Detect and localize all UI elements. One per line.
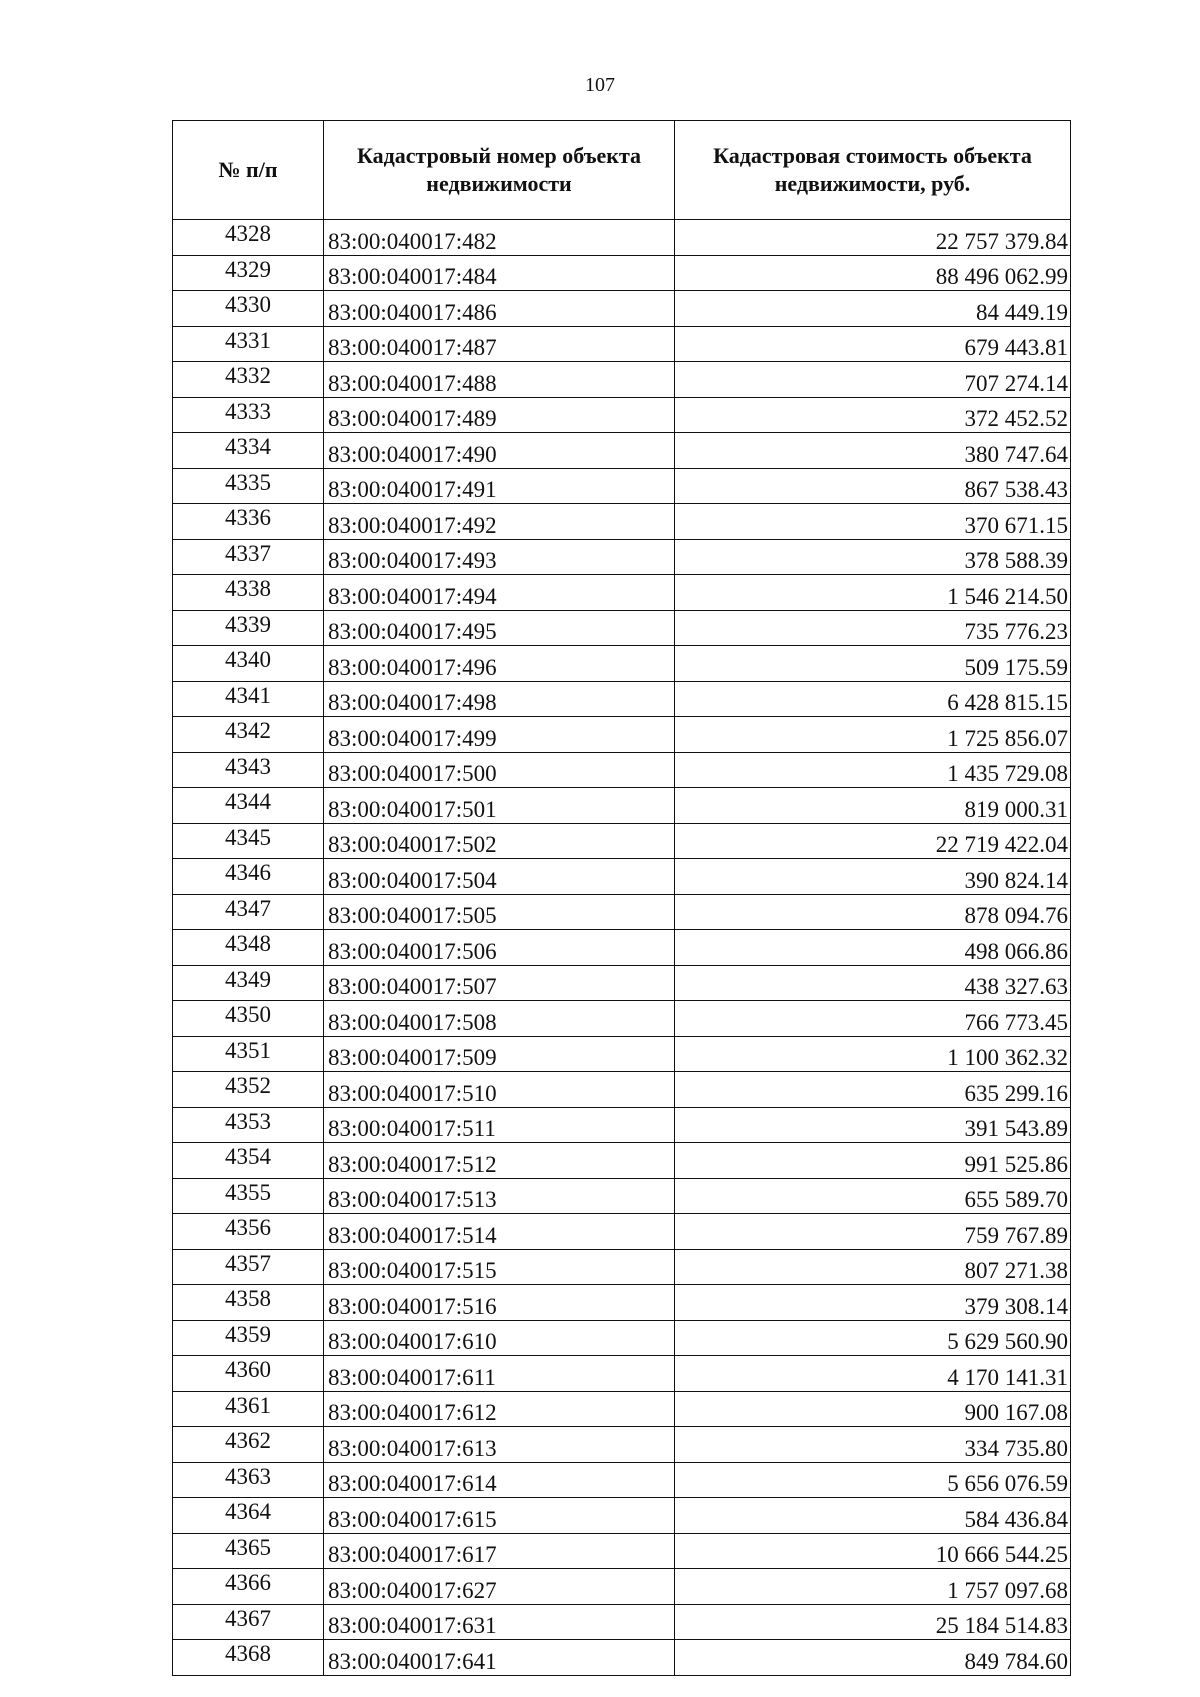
cadastral-value-cell: 759 767.89 (675, 1214, 1071, 1250)
cadastral-number-cell: 83:00:040017:610 (324, 1320, 675, 1356)
table-row (173, 681, 1071, 717)
cadastral-number-cell: 83:00:040017:487 (324, 326, 675, 362)
row-number-cell: 4351 (173, 1036, 324, 1072)
cadastral-value-cell: 378 588.39 (675, 539, 1071, 575)
row-number-cell: 4338 (173, 575, 324, 611)
row-number-cell: 4363 (173, 1462, 324, 1498)
table-row (173, 1391, 1071, 1427)
table-row (173, 1143, 1071, 1179)
cadastral-number-cell: 83:00:040017:498 (324, 681, 675, 717)
table-row (173, 646, 1071, 682)
table-row (173, 859, 1071, 895)
cadastral-number-cell: 83:00:040017:496 (324, 646, 675, 682)
cadastral-number-cell: 83:00:040017:611 (324, 1356, 675, 1392)
row-number-cell: 4346 (173, 859, 324, 895)
cadastral-value-cell: 22 719 422.04 (675, 823, 1071, 859)
cadastral-value-cell: 819 000.31 (675, 788, 1071, 824)
cadastral-value-cell: 991 525.86 (675, 1143, 1071, 1179)
table-row (173, 433, 1071, 469)
table-row (173, 1356, 1071, 1392)
cadastral-number-cell: 83:00:040017:491 (324, 468, 675, 504)
cadastral-value-cell: 438 327.63 (675, 965, 1071, 1001)
row-number-cell: 4356 (173, 1214, 324, 1250)
table-row (173, 1427, 1071, 1463)
cadastral-value-cell: 707 274.14 (675, 362, 1071, 398)
table-row (173, 1072, 1071, 1108)
row-number-cell: 4340 (173, 646, 324, 682)
table-row (173, 788, 1071, 824)
cadastral-number-cell: 83:00:040017:617 (324, 1533, 675, 1569)
table-row (173, 1462, 1071, 1498)
cadastral-value-cell: 498 066.86 (675, 930, 1071, 966)
cadastral-number-cell: 83:00:040017:510 (324, 1072, 675, 1108)
row-number-cell: 4362 (173, 1427, 324, 1463)
row-number-cell: 4343 (173, 752, 324, 788)
cadastral-value-cell: 1 435 729.08 (675, 752, 1071, 788)
page-number: 107 (585, 74, 615, 96)
cadastral-number-cell: 83:00:040017:504 (324, 859, 675, 895)
table-row (173, 894, 1071, 930)
cadastral-value-cell: 372 452.52 (675, 397, 1071, 433)
table-row (173, 1001, 1071, 1037)
cadastral-value-cell: 391 543.89 (675, 1107, 1071, 1143)
table-row (173, 397, 1071, 433)
table-row (173, 1320, 1071, 1356)
row-number-cell: 4335 (173, 468, 324, 504)
cadastral-number-cell: 83:00:040017:499 (324, 717, 675, 753)
cadastral-number-cell: 83:00:040017:489 (324, 397, 675, 433)
row-number-cell: 4348 (173, 930, 324, 966)
row-number-cell: 4352 (173, 1072, 324, 1108)
table-row (173, 752, 1071, 788)
row-number-cell: 4336 (173, 504, 324, 540)
cadastral-number-cell: 83:00:040017:614 (324, 1462, 675, 1498)
row-number-cell: 4353 (173, 1107, 324, 1143)
cadastral-number-cell: 83:00:040017:493 (324, 539, 675, 575)
row-number-cell: 4349 (173, 965, 324, 1001)
header-cadastral-value: Кадастровая стоимость объекта недвижимости, руб. (675, 121, 1071, 220)
cadastral-value-cell: 635 299.16 (675, 1072, 1071, 1108)
cadastral-number-cell: 83:00:040017:501 (324, 788, 675, 824)
cadastral-value-cell: 1 100 362.32 (675, 1036, 1071, 1072)
row-number-cell: 4350 (173, 1001, 324, 1037)
cadastral-value-cell: 679 443.81 (675, 326, 1071, 362)
row-number-cell: 4334 (173, 433, 324, 469)
cadastral-number-cell: 83:00:040017:492 (324, 504, 675, 540)
cadastral-value-cell: 584 436.84 (675, 1498, 1071, 1534)
cadastral-value-cell: 655 589.70 (675, 1178, 1071, 1214)
cadastral-value-cell: 807 271.38 (675, 1249, 1071, 1285)
table-row (173, 1249, 1071, 1285)
cadastral-number-cell: 83:00:040017:488 (324, 362, 675, 398)
table-row (173, 291, 1071, 327)
cadastral-value-cell: 4 170 141.31 (675, 1356, 1071, 1392)
cadastral-value-cell: 849 784.60 (675, 1640, 1071, 1676)
row-number-cell: 4332 (173, 362, 324, 398)
table-row (173, 717, 1071, 753)
table-row (173, 1178, 1071, 1214)
row-number-cell: 4357 (173, 1249, 324, 1285)
row-number-cell: 4354 (173, 1143, 324, 1179)
row-number-cell: 4345 (173, 823, 324, 859)
cadastral-number-cell: 83:00:040017:490 (324, 433, 675, 469)
row-number-cell: 4368 (173, 1640, 324, 1676)
cadastral-value-cell: 390 824.14 (675, 859, 1071, 895)
table-row (173, 1533, 1071, 1569)
table-row (173, 255, 1071, 291)
table-row (173, 1604, 1071, 1640)
row-number-cell: 4355 (173, 1178, 324, 1214)
table-row (173, 823, 1071, 859)
cadastral-number-cell: 83:00:040017:482 (324, 220, 675, 256)
cadastral-value-cell: 334 735.80 (675, 1427, 1071, 1463)
cadastral-value-cell: 380 747.64 (675, 433, 1071, 469)
cadastral-value-cell: 735 776.23 (675, 610, 1071, 646)
cadastral-number-cell: 83:00:040017:494 (324, 575, 675, 611)
row-number-cell: 4331 (173, 326, 324, 362)
table-row (173, 1107, 1071, 1143)
table-row (173, 610, 1071, 646)
row-number-cell: 4344 (173, 788, 324, 824)
cadastral-value-cell: 25 184 514.83 (675, 1604, 1071, 1640)
row-number-cell: 4342 (173, 717, 324, 753)
row-number-cell: 4333 (173, 397, 324, 433)
cadastral-value-cell: 509 175.59 (675, 646, 1071, 682)
cadastral-number-cell: 83:00:040017:486 (324, 291, 675, 327)
cadastral-value-cell: 6 428 815.15 (675, 681, 1071, 717)
cadastral-value-cell: 88 496 062.99 (675, 255, 1071, 291)
cadastral-number-cell: 83:00:040017:514 (324, 1214, 675, 1250)
cadastral-number-cell: 83:00:040017:502 (324, 823, 675, 859)
cadastral-number-cell: 83:00:040017:515 (324, 1249, 675, 1285)
cadastral-value-table (172, 120, 1071, 1676)
cadastral-number-cell: 83:00:040017:631 (324, 1604, 675, 1640)
cadastral-number-cell: 83:00:040017:506 (324, 930, 675, 966)
table-row (173, 504, 1071, 540)
row-number-cell: 4347 (173, 894, 324, 930)
cadastral-number-cell: 83:00:040017:509 (324, 1036, 675, 1072)
cadastral-number-cell: 83:00:040017:615 (324, 1498, 675, 1534)
row-number-cell: 4358 (173, 1285, 324, 1321)
row-number-cell: 4365 (173, 1533, 324, 1569)
row-number-cell: 4367 (173, 1604, 324, 1640)
row-number-cell: 4339 (173, 610, 324, 646)
row-number-cell: 4364 (173, 1498, 324, 1534)
cadastral-number-cell: 83:00:040017:513 (324, 1178, 675, 1214)
table-row (173, 1214, 1071, 1250)
row-number-cell: 4341 (173, 681, 324, 717)
cadastral-number-cell: 83:00:040017:508 (324, 1001, 675, 1037)
row-number-cell: 4337 (173, 539, 324, 575)
table-row (173, 1036, 1071, 1072)
cadastral-number-cell: 83:00:040017:505 (324, 894, 675, 930)
table-body (173, 220, 1071, 1676)
cadastral-value-cell: 1 757 097.68 (675, 1569, 1071, 1605)
table-row (173, 468, 1071, 504)
cadastral-number-cell: 83:00:040017:511 (324, 1107, 675, 1143)
cadastral-number-cell: 83:00:040017:500 (324, 752, 675, 788)
row-number-cell: 4361 (173, 1391, 324, 1427)
cadastral-number-cell: 83:00:040017:507 (324, 965, 675, 1001)
header-cadastral-number: Кадастровый номер объекта недвижимости (324, 121, 675, 220)
row-number-cell: 4330 (173, 291, 324, 327)
table-row (173, 539, 1071, 575)
table-row (173, 326, 1071, 362)
table-row (173, 965, 1071, 1001)
header-num: № п/п (173, 121, 324, 220)
cadastral-value-cell: 84 449.19 (675, 291, 1071, 327)
row-number-cell: 4366 (173, 1569, 324, 1605)
cadastral-value-cell: 867 538.43 (675, 468, 1071, 504)
cadastral-number-cell: 83:00:040017:627 (324, 1569, 675, 1605)
table-row (173, 362, 1071, 398)
cadastral-value-cell: 22 757 379.84 (675, 220, 1071, 256)
table-row (173, 930, 1071, 966)
table-row (173, 1498, 1071, 1534)
cadastral-value-cell: 5 656 076.59 (675, 1462, 1071, 1498)
cadastral-number-cell: 83:00:040017:495 (324, 610, 675, 646)
table-row (173, 1569, 1071, 1605)
table-row (173, 1285, 1071, 1321)
table-header-row (173, 121, 1071, 220)
cadastral-number-cell: 83:00:040017:612 (324, 1391, 675, 1427)
table-row (173, 1640, 1071, 1676)
row-number-cell: 4360 (173, 1356, 324, 1392)
cadastral-value-cell: 1 725 856.07 (675, 717, 1071, 753)
cadastral-value-cell: 766 773.45 (675, 1001, 1071, 1037)
row-number-cell: 4359 (173, 1320, 324, 1356)
cadastral-number-cell: 83:00:040017:512 (324, 1143, 675, 1179)
cadastral-number-cell: 83:00:040017:613 (324, 1427, 675, 1463)
cadastral-value-cell: 900 167.08 (675, 1391, 1071, 1427)
cadastral-value-cell: 878 094.76 (675, 894, 1071, 930)
cadastral-value-cell: 379 308.14 (675, 1285, 1071, 1321)
table-row (173, 220, 1071, 256)
cadastral-value-cell: 10 666 544.25 (675, 1533, 1071, 1569)
cadastral-value-cell: 5 629 560.90 (675, 1320, 1071, 1356)
cadastral-number-cell: 83:00:040017:516 (324, 1285, 675, 1321)
table-row (173, 575, 1071, 611)
cadastral-value-cell: 1 546 214.50 (675, 575, 1071, 611)
row-number-cell: 4329 (173, 255, 324, 291)
cadastral-value-cell: 370 671.15 (675, 504, 1071, 540)
cadastral-number-cell: 83:00:040017:641 (324, 1640, 675, 1676)
row-number-cell: 4328 (173, 220, 324, 256)
cadastral-number-cell: 83:00:040017:484 (324, 255, 675, 291)
